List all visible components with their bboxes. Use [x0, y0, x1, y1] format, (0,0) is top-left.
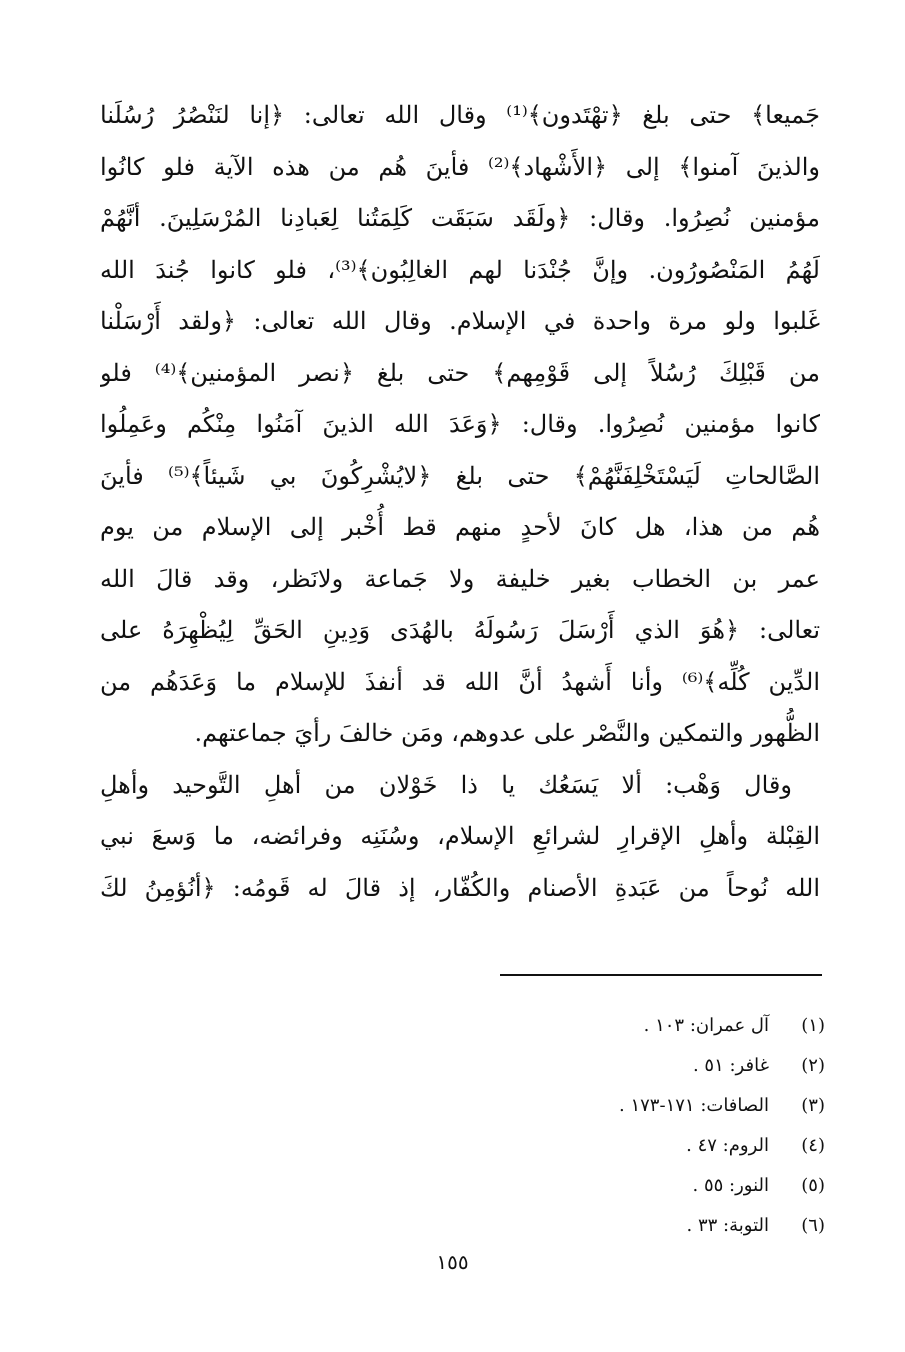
text-line: جَميعا﴾ حتى بلغ ﴿تهْتَدون﴾⁽¹⁾ وقال الله تعالى: ﴿إنا لنَنْصُرُ رُسُلَنا	[100, 101, 820, 129]
footnote	[480, 1125, 825, 1165]
text-line: لَهُمُ المَنْصُورُون. وإنَّ جُنْدَنا لهم الغالِبُون﴾⁽³⁾، فلو كانوا جُندَ الله	[100, 255, 820, 284]
footnote-number: (٥)	[801, 1174, 825, 1196]
text-line: عمر بن الخطاب بغير خليفة ولا جَماعة ولانَظر، وقد قالَ الله	[100, 564, 820, 593]
text-line: القِبْلة وأهلِ الإقرارِ لشرائعِ الإسلام، وسُنَنِه وفرائضه، ما وَسعَ نبي	[100, 822, 820, 850]
footnote-divider	[500, 974, 822, 976]
footnote-number: (٣)	[801, 1094, 825, 1116]
footnote-text: الروم: ٤٧ .	[686, 1134, 769, 1156]
footnotes	[480, 1005, 825, 1245]
text-line: مؤمنين نُصِرُوا. وقال: ﴿ولَقَد سَبَقَت كَلِمَتُنا لِعَبادِنا المُرْسَلِينَ. أنَّهُمْ	[100, 204, 820, 232]
paragraph-end-line: الظُّهور والتمكين والنَّصْر على عدوهم، ومَن خالفَ رأيَ جماعتهم.	[194, 719, 820, 747]
text-line: الله نُوحاً من عَبَدةِ الأصنام والكُفّار، إذ قالَ له قَومُه: ﴿أنُؤمِنُ لكَ	[100, 873, 820, 902]
footnote-number: (٤)	[801, 1134, 825, 1156]
footnote	[480, 1085, 825, 1125]
footnote-number: (١)	[801, 1014, 825, 1036]
footnote-text: النور: ٥٥ .	[692, 1174, 769, 1196]
footnote	[480, 1045, 825, 1085]
footnote	[480, 1005, 825, 1045]
text-line: من قَبْلِكَ رُسُلاً إلى قَوْمِهم﴾ حتى بلغ ﴿نصر المؤمنين﴾⁽⁴⁾ فلو	[100, 358, 820, 387]
footnote-number: (٢)	[801, 1054, 825, 1076]
text-line: غَلبوا ولو مرة واحدة في الإسلام. وقال الله تعالى: ﴿ولقد أَرْسَلْنا	[100, 307, 820, 335]
text-line: الصَّالحاتِ لَيَسْتَخْلِفَنَّهُمْ﴾ حتى بلغ ﴿لايُشْرِكُونَ بي شَيئاً﴾⁽⁵⁾ فأينَ	[100, 461, 820, 490]
text-line: كانوا مؤمنين نُصِرُوا. وقال: ﴿وَعَدَ الله الذينَ آمَنُوا مِنْكُم وعَمِلُوا	[100, 410, 820, 438]
footnote-text: التوبة: ٣٣ .	[686, 1214, 769, 1236]
text-line: الدِّين كُلِّه﴾⁽⁶⁾ وأنا أَشهدُ أنَّ الله قد أنفذَ للإسلام ما وَعَدَهُم من	[100, 667, 820, 696]
text-line: هُم من هذا، هل كانَ لأحدٍ منهم قط أُخْبر إلى الإسلام من يوم	[100, 513, 820, 541]
text-line: والذينَ آمنوا﴾ إلى ﴿الأَشْهاد﴾⁽²⁾ فأينَ هُم من هذه الآية فلو كانُوا	[100, 152, 820, 181]
footnote-number: (٦)	[801, 1214, 825, 1236]
footnote	[480, 1165, 825, 1205]
text-line: تعالى: ﴿هُوَ الذي أَرْسَلَ رَسُولَهُ بالهُدَى وَدِينِ الحَقِّ لِيُظْهِرَهُ على	[100, 616, 820, 644]
footnote-text: آل عمران: ١٠٣ .	[643, 1014, 769, 1036]
main-text	[100, 90, 820, 914]
page-number: ١٥٥	[436, 1250, 469, 1274]
footnote-text: غافر: ٥١ .	[692, 1054, 769, 1076]
footnote-text: الصافات: ١٧١-١٧٣ .	[619, 1094, 769, 1116]
text-line: وقال وَهْب: ألا يَسَعُك يا ذا خَوْلان من أهلِ التَّوحيد وأهلِ	[100, 770, 792, 799]
footnote	[480, 1205, 825, 1245]
